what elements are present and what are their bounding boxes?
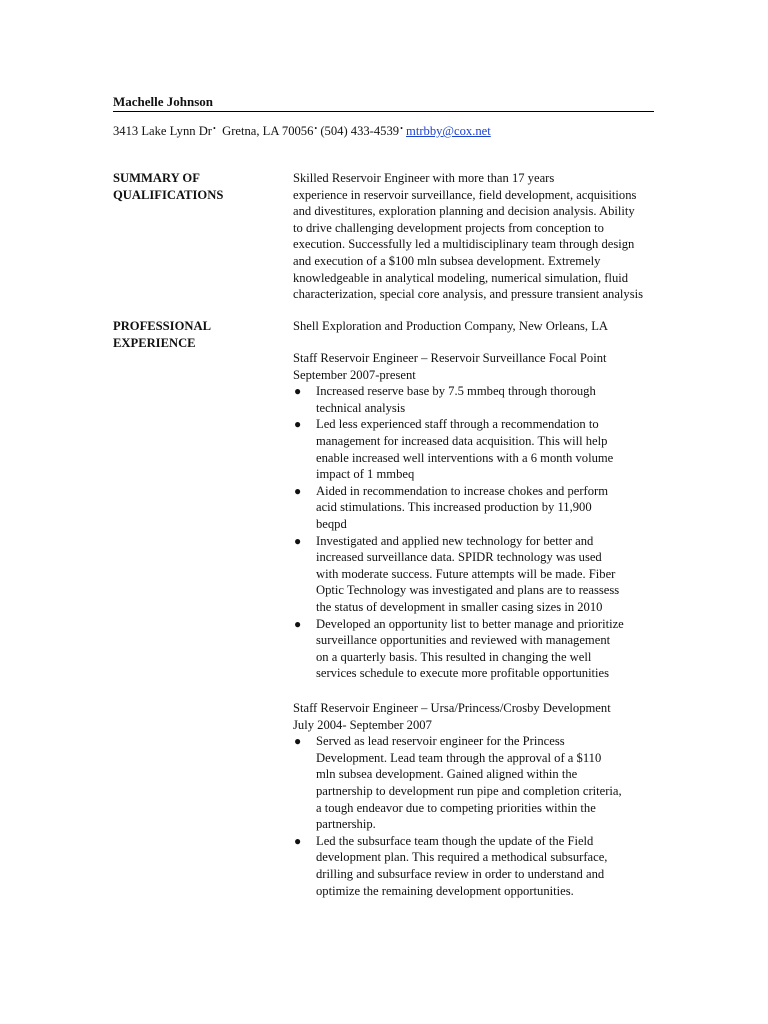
bullet-line: the status of development in smaller casing sizes in 2010 bbox=[316, 599, 603, 614]
bullet-item bbox=[293, 833, 693, 899]
role-title: Staff Reservoir Engineer – Ursa/Princess/Crosby Development bbox=[293, 701, 611, 715]
bullet-icon: ● bbox=[294, 483, 302, 498]
candidate-name: Machelle Johnson bbox=[113, 94, 214, 109]
bullet-line: acid stimulations. This increased production by 11,900 bbox=[316, 500, 592, 515]
bullet-item bbox=[293, 383, 693, 416]
experience-heading-line: EXPERIENCE bbox=[113, 335, 196, 350]
bullet-icon: ● bbox=[294, 833, 302, 848]
bullet-line: impact of 1 mmbeq bbox=[316, 467, 415, 482]
bullet-line: with moderate success. Future attempts will be made. Fiber bbox=[316, 566, 616, 581]
role-block bbox=[293, 700, 693, 899]
bullet-line: Led less experienced staff through a recommendation to bbox=[316, 417, 599, 432]
city: Gretna, LA 70056 bbox=[222, 124, 314, 138]
summary-line: execution. Successfully led a multidisciplinary team through design bbox=[293, 237, 635, 252]
summary-heading-line: QUALIFICATIONS bbox=[113, 187, 224, 202]
bullet-line: services schedule to execute more profitable opportunities bbox=[316, 666, 610, 681]
summary-line: experience in reservoir surveillance, field development, acquisitions bbox=[293, 187, 637, 202]
bullet-line: Development. Lead team through the approval of a $110 bbox=[316, 750, 602, 765]
summary-line: and divestitures, exploration planning and decision analysis. Ability bbox=[293, 204, 635, 219]
contact-line bbox=[113, 121, 491, 140]
experience-heading bbox=[113, 318, 211, 351]
bullet-icon: ● bbox=[294, 734, 302, 749]
address: 3413 Lake Lynn Dr bbox=[113, 124, 212, 138]
bullet-line: partnership to development run pipe and completion criteria, bbox=[316, 783, 622, 798]
bullet-line: Aided in recommendation to increase chokes and perform bbox=[316, 483, 608, 498]
bullet-icon: ● bbox=[294, 616, 302, 631]
bullet-line: development plan. This required a methodical subsurface, bbox=[316, 850, 608, 865]
bullet-item bbox=[293, 416, 693, 482]
bullet-line: beqpd bbox=[316, 516, 347, 531]
bullet-item bbox=[293, 533, 693, 616]
summary-line: Skilled Reservoir Engineer with more than 17 years bbox=[293, 171, 555, 185]
role-block bbox=[293, 350, 693, 682]
bullet-line: Investigated and applied new technology for better and bbox=[316, 533, 594, 548]
bullet-line: optimize the remaining development opportunities. bbox=[316, 883, 574, 898]
bullet-line: drilling and subsurface review in order to understand and bbox=[316, 866, 605, 881]
experience-heading-line: PROFESSIONAL bbox=[113, 319, 211, 333]
role-dates: July 2004- September 2007 bbox=[293, 717, 432, 732]
bullet-line: technical analysis bbox=[316, 400, 406, 415]
bullet-line: Optic Technology was investigated and plans are to reassess bbox=[316, 583, 620, 598]
bullet-item bbox=[293, 733, 693, 833]
email-link[interactable]: mtrbby@cox.net bbox=[406, 124, 491, 138]
role-bullets bbox=[293, 383, 693, 682]
bullet-line: on a quarterly basis. This resulted in changing the well bbox=[316, 649, 592, 664]
bullet-line: enable increased well interventions with a 6 month volume bbox=[316, 450, 614, 465]
summary-heading-line: SUMMARY OF bbox=[113, 171, 200, 185]
phone: (504) 433-4539 bbox=[320, 124, 400, 138]
separator: • bbox=[400, 124, 403, 133]
separator: • bbox=[314, 124, 318, 133]
bullet-item bbox=[293, 483, 693, 533]
role-title: Staff Reservoir Engineer – Reservoir Surveillance Focal Point bbox=[293, 351, 607, 365]
bullet-line: Developed an opportunity list to better manage and prioritize bbox=[316, 616, 624, 631]
bullet-line: mln subsea development. Gained aligned within the bbox=[316, 767, 578, 782]
bullet-line: increased surveillance data. SPIDR technology was used bbox=[316, 550, 602, 565]
summary-line: to drive challenging development projects from conception to bbox=[293, 220, 604, 235]
role-dates: September 2007-present bbox=[293, 367, 416, 382]
bullet-line: partnership. bbox=[316, 817, 376, 832]
bullet-line: management for increased data acquisition. This will help bbox=[316, 433, 608, 448]
summary-text bbox=[293, 170, 693, 303]
summary-line: knowledgeable in analytical modeling, numerical simulation, fluid bbox=[293, 270, 629, 285]
company-name: Shell Exploration and Production Company, New Orleans, LA bbox=[293, 319, 609, 333]
bullet-icon: ● bbox=[294, 417, 302, 432]
summary-line: and execution of a $100 mln subsea development. Extremely bbox=[293, 253, 601, 268]
bullet-icon: ● bbox=[294, 533, 302, 548]
bullet-item bbox=[293, 616, 693, 682]
bullet-icon: ● bbox=[294, 384, 302, 399]
summary-heading bbox=[113, 170, 223, 203]
separator: • bbox=[212, 124, 216, 133]
header-rule bbox=[113, 111, 654, 112]
summary-line: characterization, special core analysis, and pressure transient analysis bbox=[293, 287, 644, 302]
bullet-line: a tough endeavor due to competing priorities within the bbox=[316, 800, 596, 815]
bullet-line: Served as lead reservoir engineer for the Princess bbox=[316, 734, 565, 749]
bullet-line: Led the subsurface team though the update of the Field bbox=[316, 833, 594, 848]
bullet-line: surveillance opportunities and reviewed with management bbox=[316, 633, 611, 648]
bullet-line: Increased reserve base by 7.5 mmbeq through thorough bbox=[316, 384, 596, 399]
role-bullets bbox=[293, 733, 693, 899]
